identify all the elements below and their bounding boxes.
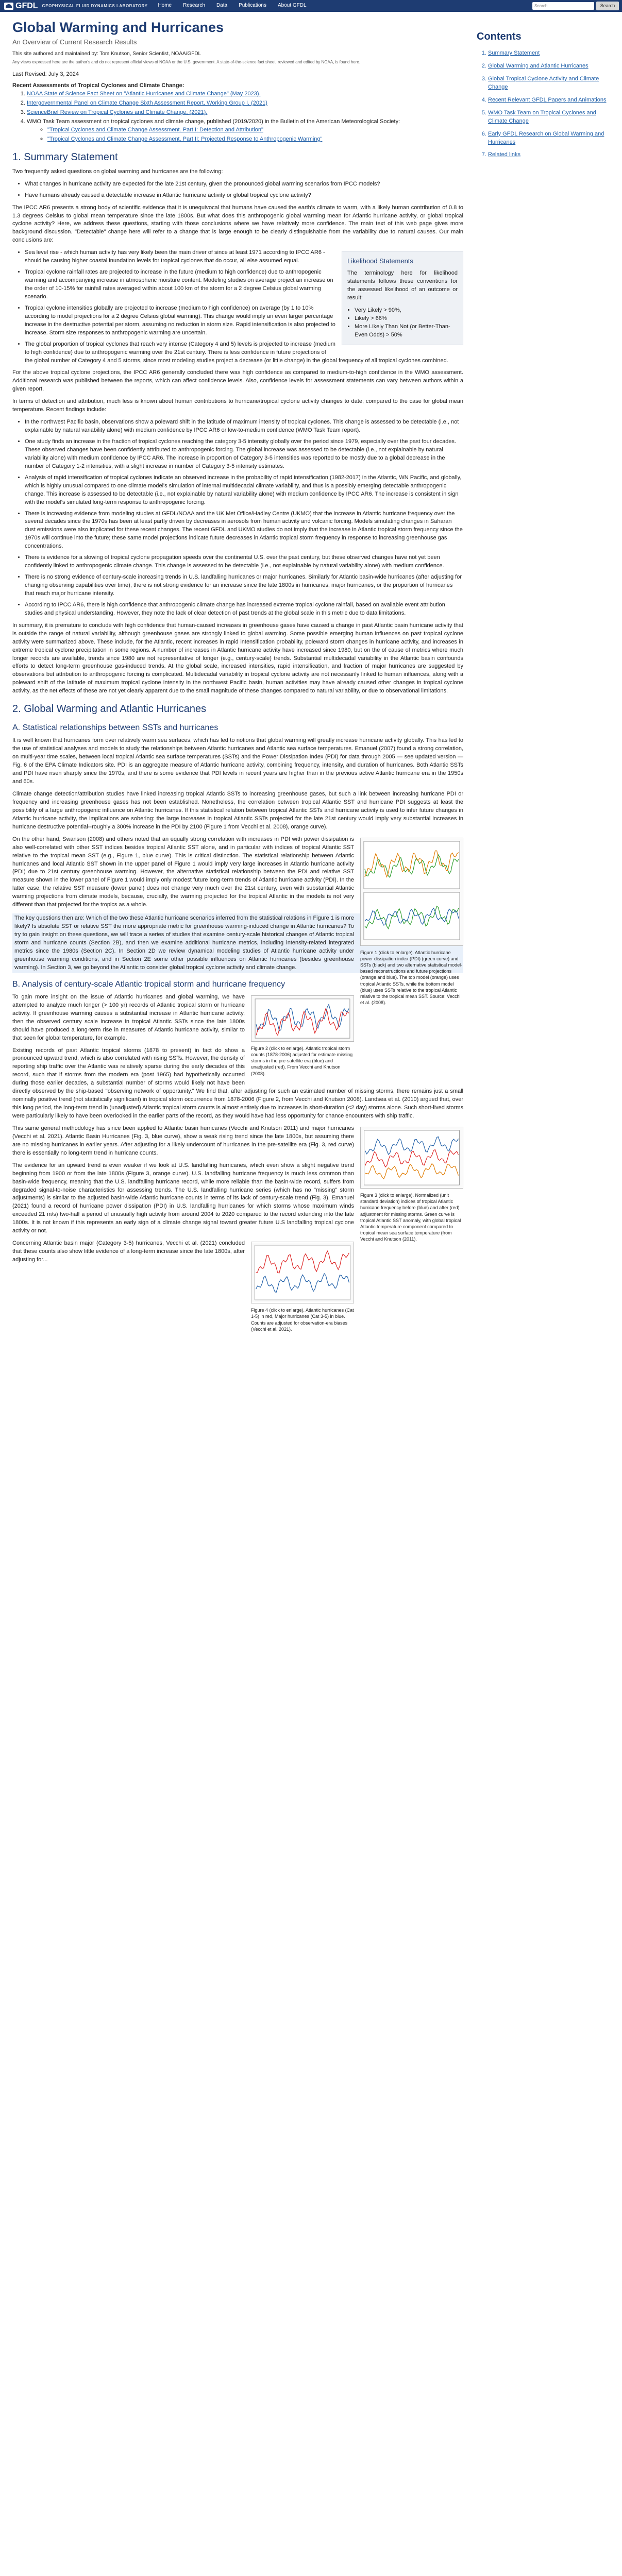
disclaimer: Any views expressed here are the author's and do not represent official views of NOAA or the U.S. government. A state-of-the-science fact sheet, reviewed and edited by NOAA, is found here. bbox=[12, 60, 361, 65]
plot-frame bbox=[364, 841, 460, 889]
list-item[interactable]: ◦ "Tropical Cyclones and Climate Change Assessment. Part II: Projected Response to Anthropogenic Warming" bbox=[47, 135, 463, 144]
toc-item[interactable]: 7. Related links bbox=[488, 151, 616, 159]
list-item: • There is no strong evidence of century-scale increasing trends in U.S. landfalling hurricanes or major hurricanes. Similarly for Atlantic basin-wide hurricanes (after adjusting for changing observing capabilities over time), there is not strong evidence for an increase since the late 1800s in hurricanes, major hurricanes, or the proportion of hurricanes that reach major hurricane intensity. bbox=[25, 573, 463, 598]
figure-3[interactable] bbox=[360, 1127, 463, 1242]
nav-home[interactable]: Home bbox=[158, 3, 172, 9]
toc-item[interactable]: 2. Global Warming and Atlantic Hurricanes bbox=[488, 62, 616, 71]
toc-item[interactable]: 4. Recent Relevant GFDL Papers and Animations bbox=[488, 96, 616, 105]
figure-1[interactable] bbox=[360, 838, 463, 1006]
paragraph: In summary, it is premature to conclude with high confidence that human-caused increases in greenhouse gases have caused a change in past Atlantic basin hurricane activity that is outside the range of natural variability, although greenhouse gases are strongly linked to global warming. Some possible emerging human influences on past tropical cyclone activity were summarized above. These include, for the Atlantic, recent increases in rapid intensification probability, poleward storm changes in hurricane activity, and increases in extreme tropical cyclone precipitation in some regions. A number of increases in Atlantic hurricane activity have increased since 1980, but on the of cause of metrics where much longer records are available, trends since 1980 are not representative of longer (e.g., century-scale) trends. Substantial multidecadal variability in the Atlantic basin confounds efforts to detect long-term greenhouse gas-induced trends. At the global scale, increased intensities, rapid intensification, and fraction of major hurricanes are suggested by observations but attribution to anthropogenic forcing is complicated. Multidecadal variability in tropical cyclone activity are not necessarily linked to human influences, along with a poleward shift of the latitude of maximum tropical cyclone intensity in the northwest Pacific basin, human activities may have already caused other changes in tropical cyclone activity, as the net effects of these are not yet clearly apparent due to the small magnitude of these changes compared to natural variability, or due to observational limitations. bbox=[12, 622, 463, 694]
figure-caption: Figure 2 (click to enlarge). Atlantic tropical storm counts (1878-2006) adjusted for estimate missing storms in the pre-satellite era (blue) and unadjusted (red). From Vecchi and Knutson (2008). bbox=[251, 1046, 353, 1076]
section-heading: 2. Global Warming and Atlantic Hurricanes bbox=[12, 703, 207, 715]
plot-frame bbox=[255, 1245, 350, 1300]
paragraph: The evidence for an upward trend is even weaker if we look at U.S. landfalling hurricanes, which even show a slight negative trend beginning from 1900 or from the late 1800s (Figure 3, orange curve). U.S. landfalling hurricane frequency is much less common than basin-wide frequency, meaning that the U.S. landfalling hurricane record, while more reliable than the basin-wide record, suffers from degraded signal-to-noise characteristics for assessing trends. The U.S. landfalling hurricane series (which has no "missing" storm adjustments) is similar to the adjusted basin-wide Atlantic hurricane counts in terms of its lack of century-scale trend (Fig. 3). Emanuel (2021) found a record of hurricane power dissipation (PDI) in U.S. landfalling hurricanes for which storms whose maximum winds exceeded 21 m/s) two-half a period of unusually high activity from around 2004 to 2020 compared to the record extending into the late 1800s. It is not known if this represents an early sign of a climate change signal toward greater future U.S landfalling tropical cyclone activity or not. bbox=[12, 1162, 354, 1234]
logo-subtitle: GEOPHYSICAL FLUID DYNAMICS LABORATORY bbox=[42, 3, 148, 8]
plot-frame bbox=[364, 892, 460, 940]
figure-2[interactable] bbox=[251, 995, 354, 1077]
search-input[interactable]: Search bbox=[532, 2, 594, 10]
last-revised: Last Revised: July 3, 2024 bbox=[12, 71, 79, 78]
plot-frame bbox=[255, 999, 350, 1038]
likelihood-title: Likelihood Statements bbox=[347, 257, 413, 265]
figure-1-chart[interactable] bbox=[360, 838, 463, 946]
list-item: • Tropical cyclone rainfall rates are projected to increase in the future (medium to high confidence) due to anthropogenic warming and accompanying increase in atmospheric moisture content. Modeling studies on average project an increase on the order of 10-15% for rainfall rates averaged within about 100 km of the storm for a 2 degree Celsius global warming scenario. bbox=[25, 268, 463, 301]
main-content bbox=[12, 15, 463, 1336]
search-button[interactable]: Search bbox=[596, 2, 619, 10]
figure-4-chart[interactable] bbox=[251, 1242, 354, 1303]
subsection-heading: A. Statistical relationships between SSTs and hurricanes bbox=[12, 723, 218, 733]
paragraph: It is well known that hurricanes form over relatively warm sea surfaces, which has led to notions that global warming will greatly increase hurricane activity globally. This has led to the use of statistical analyses and models to study the relationships between Atlantic hurricanes and Atlantic sea surface temperatures. Emanuel (2007) found a strong correlation, on multi-year time scales, between local tropical Atlantic sea surface temperatures (SSTs) and the Power Dissipation Index (PDI) for data through 2005 — see updated version — Fig. 6 of the EPA Climate Indicators site. PDI is an aggregate measure of Atlantic hurricane activity, combining frequency, intensity, and duration of hurricanes. Both Atlantic SSTs and PDI have risen sharply since the 1970s, and there is some evidence that PDI levels in recent years are higher than in the previous active Atlantic hurricane era in the 1950s and 60s. bbox=[12, 737, 463, 785]
nav-research[interactable]: Research bbox=[183, 3, 205, 9]
list-item: • Have humans already caused a detectable increase in Atlantic hurricane activity or global tropical cyclone activity? bbox=[25, 192, 463, 200]
list-item: • Very Likely > 90%, bbox=[355, 307, 458, 315]
page-subtitle: An Overview of Current Research Results bbox=[12, 38, 137, 46]
logo-text: GFDL bbox=[15, 1, 38, 10]
findings-list bbox=[25, 418, 463, 618]
list-item[interactable]: 1. NOAA State of Science Fact Sheet on "Atlantic Hurricanes and Climate Change" (May 2023). bbox=[27, 90, 463, 98]
nav-publications[interactable]: Publications bbox=[239, 3, 266, 9]
figure-caption: Figure 1 (click to enlarge). Atlantic hurricane power dissipation index (PDI) (green curve) and SSTs (black) and two alternative statistical model-based reconstructions and future projections (orange and blue). The top model (orange) uses tropical Atlantic SSTs, while the bottom model (blue) uses SSTs relative to the tropical Atlantic relative to the tropical mean SST. Source: Vecchi et al. (2008). bbox=[360, 950, 463, 1005]
recent-assessments-list bbox=[27, 90, 463, 144]
paragraph: The IPCC AR6 presents a strong body of scientific evidence that it is unequivocal that humans have caused the earth's climate to warm, with a likely human contribution of 0.8 to 1.3 degrees Celsius to global mean temperature since the late 1800s. But what does this anthropogenic global warming mean for Atlantic hurricane activity, or global tropical cyclone activity? Here, we address these questions, starting with those conclusions where we have relatively more confidence. The main text of this web page gives more background discussion. "Detectable" change here will refer to a change that is large enough to be clearly distinguishable from the variability due to natural causes. Our main conclusions are: bbox=[12, 204, 463, 244]
paragraph: Concerning Atlantic basin major (Category 3-5) hurricanes, Vecchi et al. (2021) concluded that these counts also show little evidence of a long-term increase since the late 1800s, after adjusting for... bbox=[12, 1240, 245, 1263]
main-nav bbox=[158, 2, 317, 10]
toc-item[interactable]: 3. Global Tropical Cyclone Activity and Climate Change bbox=[488, 75, 616, 92]
likelihood-box bbox=[342, 251, 463, 345]
paragraph: On the other hand, Swanson (2008) and others noted that an equally strong correlation with increases in PDI with power dissipation is also well-correlated with other SST indices besides tropical Atlantic SST alone, and in particular with indices of tropical Atlantic SST relative to the tropical mean SST (e.g., Figure 1, blue curve). This is critical distinction. The statistical relationship between Atlantic hurricanes and local Atlantic SST shown in the upper panel of Figure 1 would imply very large increases in Atlantic hurricane activity (PDI) due to 21st century greenhouse warming. However, the alternative statistical relationship between the PDI and relative SST measure shown in the lower panel of Figure 1 would imply only modest future long-term trends of Atlantic hurricane activity (PDI). In the latter case, the relative SST measure (lower panel) does not change very much over the 21st century, even with substantial Atlantic warming projections from climate models, because, crucially, the warming projected for the tropical Atlantic in the models is not very different than that projected for the tropics as a whole. bbox=[12, 836, 354, 908]
paragraph: For the above tropical cyclone projections, the IPCC AR6 generally concluded there was high confidence as compared to medium-to-high confidence in the WMO assessment. Additional research was published between the reports, which can affect confidence levels. Also, confidence levels for assessment statements can vary between authors within a given report. bbox=[12, 369, 463, 393]
toc-list bbox=[488, 49, 616, 159]
list-item[interactable]: ◦ "Tropical Cyclones and Climate Change Assessment. Part I: Detection and Attribution" bbox=[47, 126, 463, 134]
paragraph: This same general methodology has since been applied to Atlantic basin hurricanes (Vecchi and Knutson 2011) and major hurricanes (Vecchi et al. 2021). Atlantic Basin Hurricanes (Fig. 3, blue curve), show a weak rising trend since the late 1800s, but assuming there are no missing hurricanes in earlier years. After adjusting for a likely undercount of hurricanes in the pre-satellite era (Fig. 3, red curve) there is essentially no long-term trend in hurricane counts. bbox=[12, 1125, 354, 1156]
list-item: • What changes in hurricane activity are expected for the late 21st century, given the pronounced global warming scenarios from IPCC models? bbox=[25, 180, 463, 189]
table-of-contents bbox=[477, 29, 616, 164]
paragraph: In terms of detection and attribution, much less is known about human contributions to hurricane/tropical cyclone activity changes to date, compared to the case for global mean temperature. Recent findings include: bbox=[12, 398, 463, 413]
author-line: This site authored and maintained by: Tom Knutson, Senior Scientist, NOAA/GFDL bbox=[12, 50, 201, 57]
lower-panel bbox=[364, 892, 460, 940]
key-questions: The key questions then are: Which of the two these Atlantic hurricane scenarios inferred from the statistical relations in Figure 1 is more likely? Is absolute SST or relative SST the more appropriate metric for greenhouse warming-induced change in Atlantic hurricanes? To try to gain insight on these questions, we will trace a series of studies that examine century-scale historical changes of Atlantic tropical storm and hurricane counts (Section 2B), and then we examine additional hurricane metrics, including intensity-related integrated metrics since the 1980s (Section 2C). In Section 2D we review dynamical modeling studies of Atlantic hurricane activity under greenhouse warming conditions, and in Section 2E some other possible influences on Atlantic hurricanes (besides greenhouse warming). In Section 3, we go beyond the Atlantic to consider global tropical cyclone activity and climate change. bbox=[12, 913, 463, 973]
nav-about[interactable]: About GFDL bbox=[277, 3, 307, 9]
list-item[interactable]: 3. ScienceBrief Review on Tropical Cyclones and Climate Change, (2021). bbox=[27, 109, 463, 117]
nav-data[interactable]: Data bbox=[216, 3, 228, 9]
figure-2-chart[interactable] bbox=[251, 995, 354, 1042]
list-item: • In the northwest Pacific basin, observations show a poleward shift in the latitude of maximum intensity of tropical cyclones. This change is assessed to be detectable (i.e., not explainable by natural variability alone) with medium confidence by IPCC AR6 or low-to-medium confidence (WMO Task Team report). bbox=[25, 418, 463, 435]
list-item[interactable]: 2. Intergovernmental Panel on Climate Change Sixth Assessment Report, Working Group I, (2021) bbox=[27, 99, 463, 108]
list-item: • Analysis of rapid intensification of tropical cyclones indicate an observed increase in the probability of rapid intensification (1982-2017) in the Atlantic, WN Pacific, and globally, which is highly unusual compared to one climate model's simulation of internal multidecadal climate variability, and thus is a possibly emerging detectable anthropogenic change. This increase is assessed to be detectable (i.e., not explainable by natural variability alone) with medium confidence by IPCC AR6. The increase is consistent in sign with the model's simulated long-term response to anthropogenic forcing. bbox=[25, 474, 463, 507]
paragraph: Existing records of past Atlantic tropical storms (1878 to present) in fact do show a pronounced upward trend, which is also correlated with rising SSTs. However, the density of reporting ship traffic over the Atlantic was relatively sparse during the early decades of this record, such that if storms from the modern era (post 1965) had hypothetically occurred during those earlier decades, a substantial number of storms would likely not have been directly observed by the ship-based "observing network of opportunity." We find that, after adjusting for such an estimated number of missing storms, there remains just a small nominally positive trend (not statistically significant) in tropical storm occurrence from 1878-2006 (Figure 2, from Vecchi and Knutson 2008). Landsea et al. (2010) argued that, over this long period, the long-term trend in (unadjusted) Atlantic tropical storm counts is almost entirely due to increases in short-duration (<2 day) storms alone. Such short-lived storms were particularly likely to have been overlooked in the earlier parts of the record, as they would have had less opportunity for chance encounters with ship traffic. bbox=[12, 1047, 463, 1120]
toc-title: Contents bbox=[477, 31, 522, 42]
toc-item[interactable]: 5. WMO Task Team on Tropical Cyclones and Climate Change bbox=[488, 109, 616, 126]
list-item: • Tropical cyclone intensities globally are projected to increase (medium to high confidence) on average (by 1 to 10% according to model projections for a 2 degree Celsius global warming). This change would imply an even larger percentage increase in the destructive potential per storm, assuming no reduction in storm size. Rapid intensification is also projected to increase. Storm size responses to anthropogenic warming are uncertain. bbox=[25, 304, 463, 337]
list-item: 4. WMO Task Team assessment on tropical cyclones and climate change, published (2019/2020) in the Bulletin of the American Meteorological Society: ◦ "Tropical Cyclones and Climate Change Assessment. Part I: Detection and Attribution" ◦ "Tropical Cyclones and Climate Change Assessment. Part II: Projected Response to Anthropogenic Warming" bbox=[27, 118, 463, 144]
list-item: • Sea level rise - which human activity has very likely been the main driver of since at least 1971 according to IPCC AR6 - should be causing higher coastal inundation levels for tropical cyclones that do occur, all else assumed equal. bbox=[25, 249, 463, 265]
list-item: • There is evidence for a slowing of tropical cyclone propagation speeds over the continental U.S. over the past century, but these observed changes have not yet been confidently linked to anthropogenic climate change. This change is assessed to be detectable (i.e., not explainable by natural variability alone) with medium confidence. bbox=[25, 554, 463, 570]
figure-caption: Figure 3 (click to enlarge). Normalized (unit standard deviation) indices of tropical Atlantic hurricane frequency before (blue) and after (red) adjustment for missing storms. Green curve is tropical Atlantic SST anomaly, with global tropical Atlantic temperature component compared to tropical mean sea surface temperature (from Vecchi and Knutson (2011). bbox=[360, 1193, 461, 1242]
list-item: • More Likely Than Not (or Better-Than-Even Odds) > 50% bbox=[355, 323, 458, 340]
paragraph: To gain more insight on the issue of Atlantic hurricanes and global warming, we have attempted to analyze much longer (> 100 yr) records of Atlantic tropical storm or hurricane activity. If greenhouse warming causes a substantial increase in Atlantic hurricane activity, then the observed century scale increase in tropical Atlantic SSTs since the late 1800s should have produced a long-term rise in measures of Atlantic hurricane activity, similar to that seen for global temperature, for example. bbox=[12, 993, 245, 1041]
subsection-heading: B. Analysis of century-scale Atlantic tropical storm and hurricane frequency bbox=[12, 979, 285, 989]
top-navbar bbox=[0, 0, 622, 12]
paragraph: Two frequently asked questions on global warming and hurricanes are the following: bbox=[12, 168, 223, 175]
toc-item[interactable]: 1. Summary Statement bbox=[488, 49, 616, 58]
figure-3-chart[interactable] bbox=[360, 1127, 463, 1189]
question-list bbox=[25, 180, 463, 200]
list-item: • There is increasing evidence from modeling studies at GFDL/NOAA and the UK Met Office/Hadley Centre (UKMO) that the increase in Atlantic hurricane frequency over the several decades since the 1970s has been at least partly driven by decreases in aerosols from human activity and volcanic forcing. Models simulating changes in Saharan dust emissions were also implicated for these recent changes. The recent GFDL and UKMO studies do not imply that the increase in Atlantic tropical storm frequency since the 1970s will continue into the future; these same model projections indicate future decreases in Atlantic tropical storm frequency in response to increasing greenhouse gas concentrations. bbox=[25, 510, 463, 551]
list-item: • The global proportion of tropical cyclones that reach very intense (Category 4 and 5) levels is projected to increase (medium to high confidence) due to anthropogenic warming over the 21st century. There is less confidence in future projections of the global number of Category 4 and 5 storms, since most modeling studies project a decrease (or little change) in the global frequency of all tropical cyclones combined. bbox=[25, 341, 463, 365]
likelihood-list bbox=[355, 307, 458, 340]
figure-4[interactable] bbox=[251, 1242, 354, 1332]
list-item: • One study finds an increase in the fraction of tropical cyclones reaching the category 3-5 intensity globally over the period since 1979, especially over the past four decades. These observed changes have been confidently attributed to anthropogenic forcing. The global increase was assessed to be detectable (i.e., not explainable by natural variability alone) with medium confidence by IPCC AR6. The increase in proportion of Category 3-5 intensities was reported to be mostly due to a global decrease in the number of Category 1-2 intensities, with a slight increase in number of Category 3-5 intensity estimates. bbox=[25, 438, 463, 471]
list-item: • According to IPCC AR6, there is high confidence that anthropogenic climate change has increased extreme tropical cyclone rainfall, based on available event attribution studies and physical understanding. However, they note the lack of clear detection of past trends at the global scale in this metric due to data limitations. bbox=[25, 601, 463, 618]
likelihood-text: The terminology here for likelihood statements follows these conventions for the assessed likelihood of an outcome or result: bbox=[347, 270, 458, 301]
list-item: • Likely > 66% bbox=[355, 315, 458, 323]
recent-assessments-heading: Recent Assessments of Tropical Cyclones and Climate Change: bbox=[12, 82, 184, 89]
noaa-logo-icon bbox=[4, 3, 13, 10]
plot-frame bbox=[364, 1130, 460, 1185]
gfdl-logo[interactable] bbox=[4, 0, 147, 12]
toc-item[interactable]: 6. Early GFDL Research on Global Warming and Hurricanes bbox=[488, 130, 616, 147]
section-heading: 1. Summary Statement bbox=[12, 151, 118, 163]
figure-caption: Figure 4 (click to enlarge). Atlantic hurricanes (Cat 1-5) in red, Major hurricanes (Cat 3-5) in blue. Counts are adjusted for observation-era biases (Vecchi et al. 2021). bbox=[251, 1308, 354, 1332]
paragraph: Climate change detection/attribution studies have linked increasing tropical Atlantic SSTs to increasing greenhouse gases, but such a link between increasing hurricane PDI or frequency and increasing greenhouse gases has not been established. Nonetheless, the correlation between tropical Atlantic SST and hurricane PDI suggests at least the possibility of a large anthropogenic influence on Atlantic hurricanes. If this statistical relation between tropical Atlantic SSTs and hurricane activity is used to infer future changes in Atlantic hurricane activity, the implications are sobering: the large increases in tropical Atlantic SSTs projected for the late 21st century would imply very substantial increases in hurricane destructive potential--roughly a 300% increase in the PDI by 2100 (Figure 1 from Vecchi et al. 2008), orange curve). bbox=[12, 791, 463, 830]
page-title: Global Warming and Hurricanes bbox=[12, 20, 224, 35]
